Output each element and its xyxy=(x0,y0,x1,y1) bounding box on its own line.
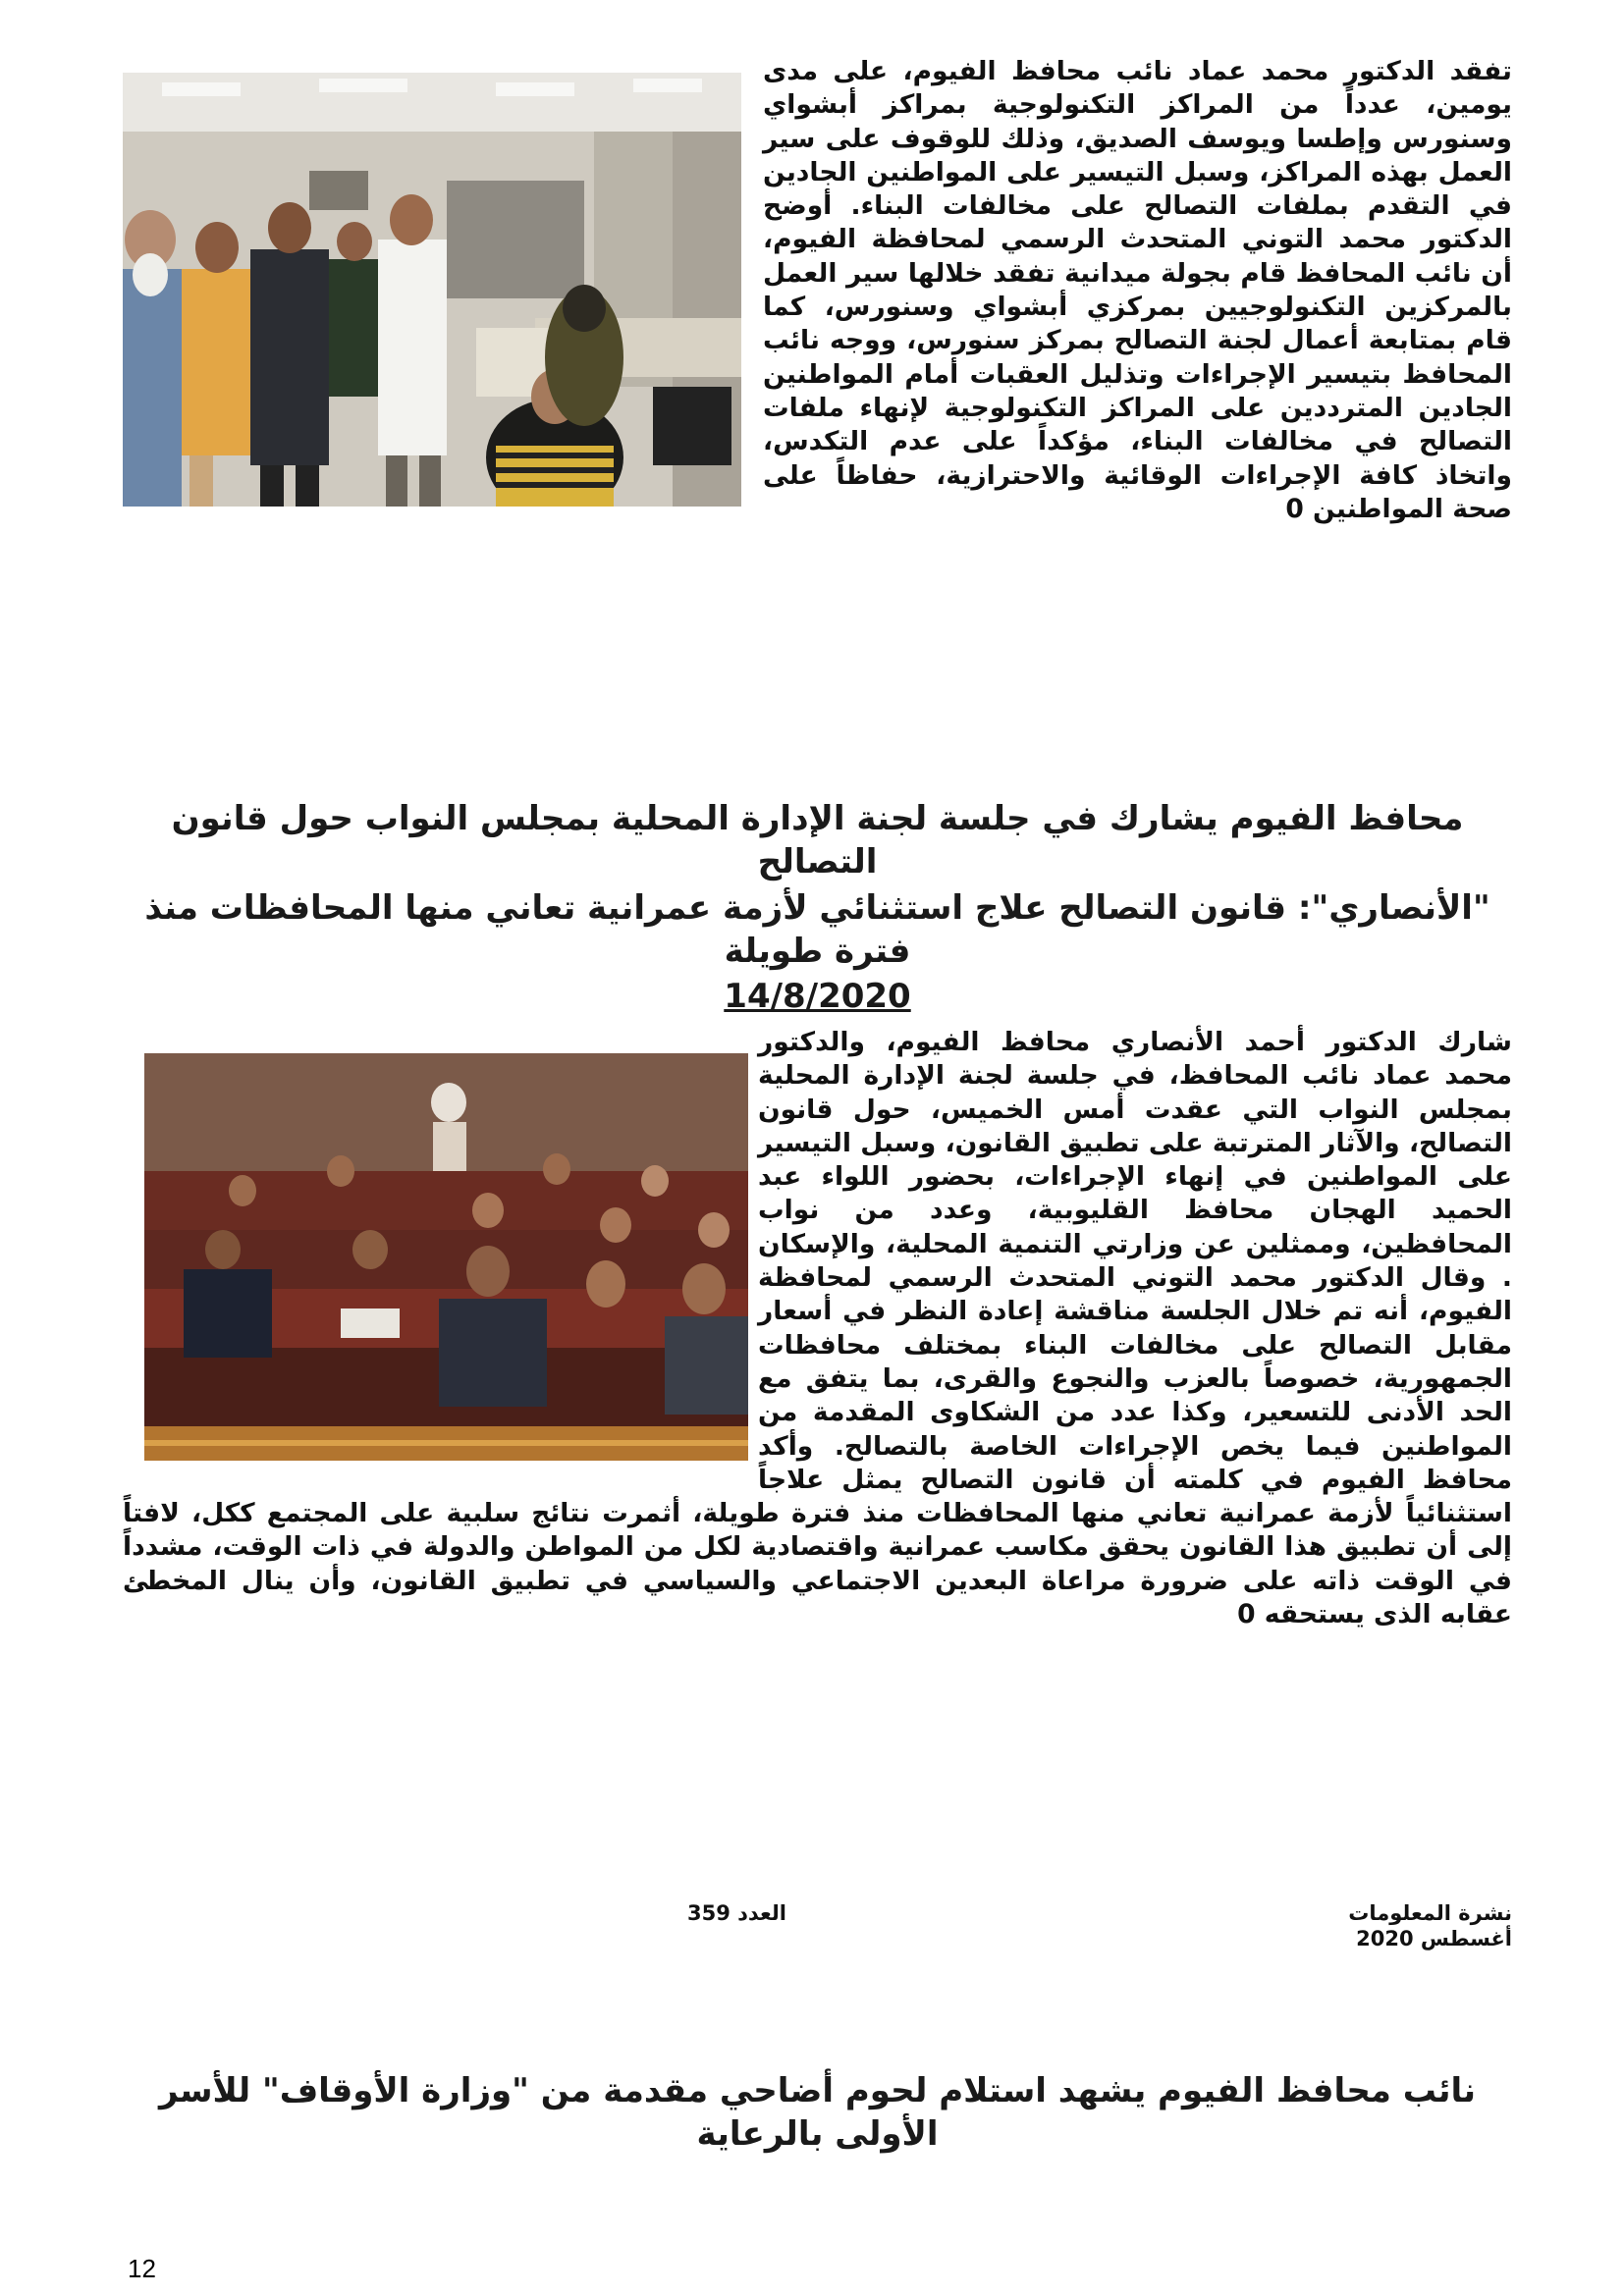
article-1 xyxy=(123,55,1512,526)
article-1-body: تفقد الدكتور محمد عماد نائب محافظ الفيوم، على مدى يومين، عدداً من المراكز التكنولوجية بمراكز أبشواي وسنورس وإطسا ويوسف الصديق، وذلك للوقوف على سير العمل بهذه المراكز، وسبل التيسير على المواطنين الجادين في التقدم بملفات التصالح على مخالفات البناء. أوضح الدكتور محمد التوني المتحدث الرسمي لمحافظة الفيوم، أن نائب المحافظ قام بجولة ميدانية تفقد خلالها سير العمل بالمركزين التكنولوجيين بمركزي أبشواي وسنورس، كما قام بمتابعة أعمال لجنة التصالح بمركز سنورس، ووجه نائب المحافظ بتيسير الإجراءات وتذليل العقبات أمام المواطنين الجادين المترددين على المراكز التكنولوجية لإنهاء ملفات التصالح في مخالفات البناء، مؤكداً على عدم التكدس، واتخاذ كافة الإجراءات الوقائية والاحترازية، حفاظاً على صحة المواطنين 0 xyxy=(763,56,1512,524)
article-3-title: نائب محافظ الفيوم يشهد استلام لحوم أضاحي مقدمة من "وزارة الأوقاف" للأسر الأولى بالرعاية xyxy=(158,2071,1477,2154)
article-2-body: شارك الدكتور أحمد الأنصاري محافظ الفيوم، والدكتور محمد عماد نائب المحافظ، في جلسة لجنة الإدارة المحلية بمجلس النواب التي عقدت أمس الخميس، حول قانون التصالح، والآثار المترتبة على تطبيق القانون، وسبل التيسير على المواطنين في إنهاء الإجراءات، بحضور اللواء عبد الحميد الهجان محافظ القليوبية، وعدد من نواب المحافظين، وممثلين عن وزارتي التنمية المحلية، والإسكان . وقال الدكتور محمد التوني المتحدث الرسمي لمحافظة الفيوم، أنه تم خلال الجلسة مناقشة إعادة النظر في أسعار مقابل التصالح على مخالفات البناء بمختلف محافظات الجمهورية، خصوصاً بالعزب والنجوع والقرى، بما يتفق مع الحد الأدنى للتسعير، وكذا عدد من الشكاوى المقدمة من المواطنين فيما يخص الإجراءات الخاصة بالتصالح. وأكد محافظ الفيوم في كلمته أن قانون التصالح يمثل علاجاً استثنائياً لأزمة عمرانية تعاني منها المحافظات منذ فترة طويلة، أثمرت نتائج سلبية على المجتمع ككل، لافتاً إلى أن تطبيق هذا القانون يحقق مكاسب عمرانية واقتصادية لكل من المواطن والدولة في ذات الوقت، مشدداً في الوقت ذاته على ضرورة مراعاة البعدين الاجتماعي والسياسي في تطبيق القانون، وأن ينال المخطئ عقابه الذى يستحقه 0 xyxy=(123,1027,1512,1630)
publication-name: نشرة المعلومات xyxy=(1348,1901,1512,1925)
footer-publication xyxy=(1348,1900,1512,1951)
inspection-photo xyxy=(123,73,741,507)
article-2 xyxy=(123,1026,1512,1631)
parliament-session-photo xyxy=(144,1053,748,1461)
issue-number: العدد 359 xyxy=(687,1901,786,1925)
article-2-date: 14/8/2020 xyxy=(724,977,911,1016)
publication-month: أغسطس 2020 xyxy=(1356,1927,1512,1950)
article-2-subtitle: "الأنصاري": قانون التصالح علاج استثنائي لأزمة عمرانية تعاني منها المحافظات منذ فترة طويلة xyxy=(144,888,1490,971)
article-2-title: محافظ الفيوم يشارك في جلسة لجنة الإدارة المحلية بمجلس النواب حول قانون التصالح xyxy=(171,799,1464,881)
page-number: 12 xyxy=(128,2254,156,2283)
